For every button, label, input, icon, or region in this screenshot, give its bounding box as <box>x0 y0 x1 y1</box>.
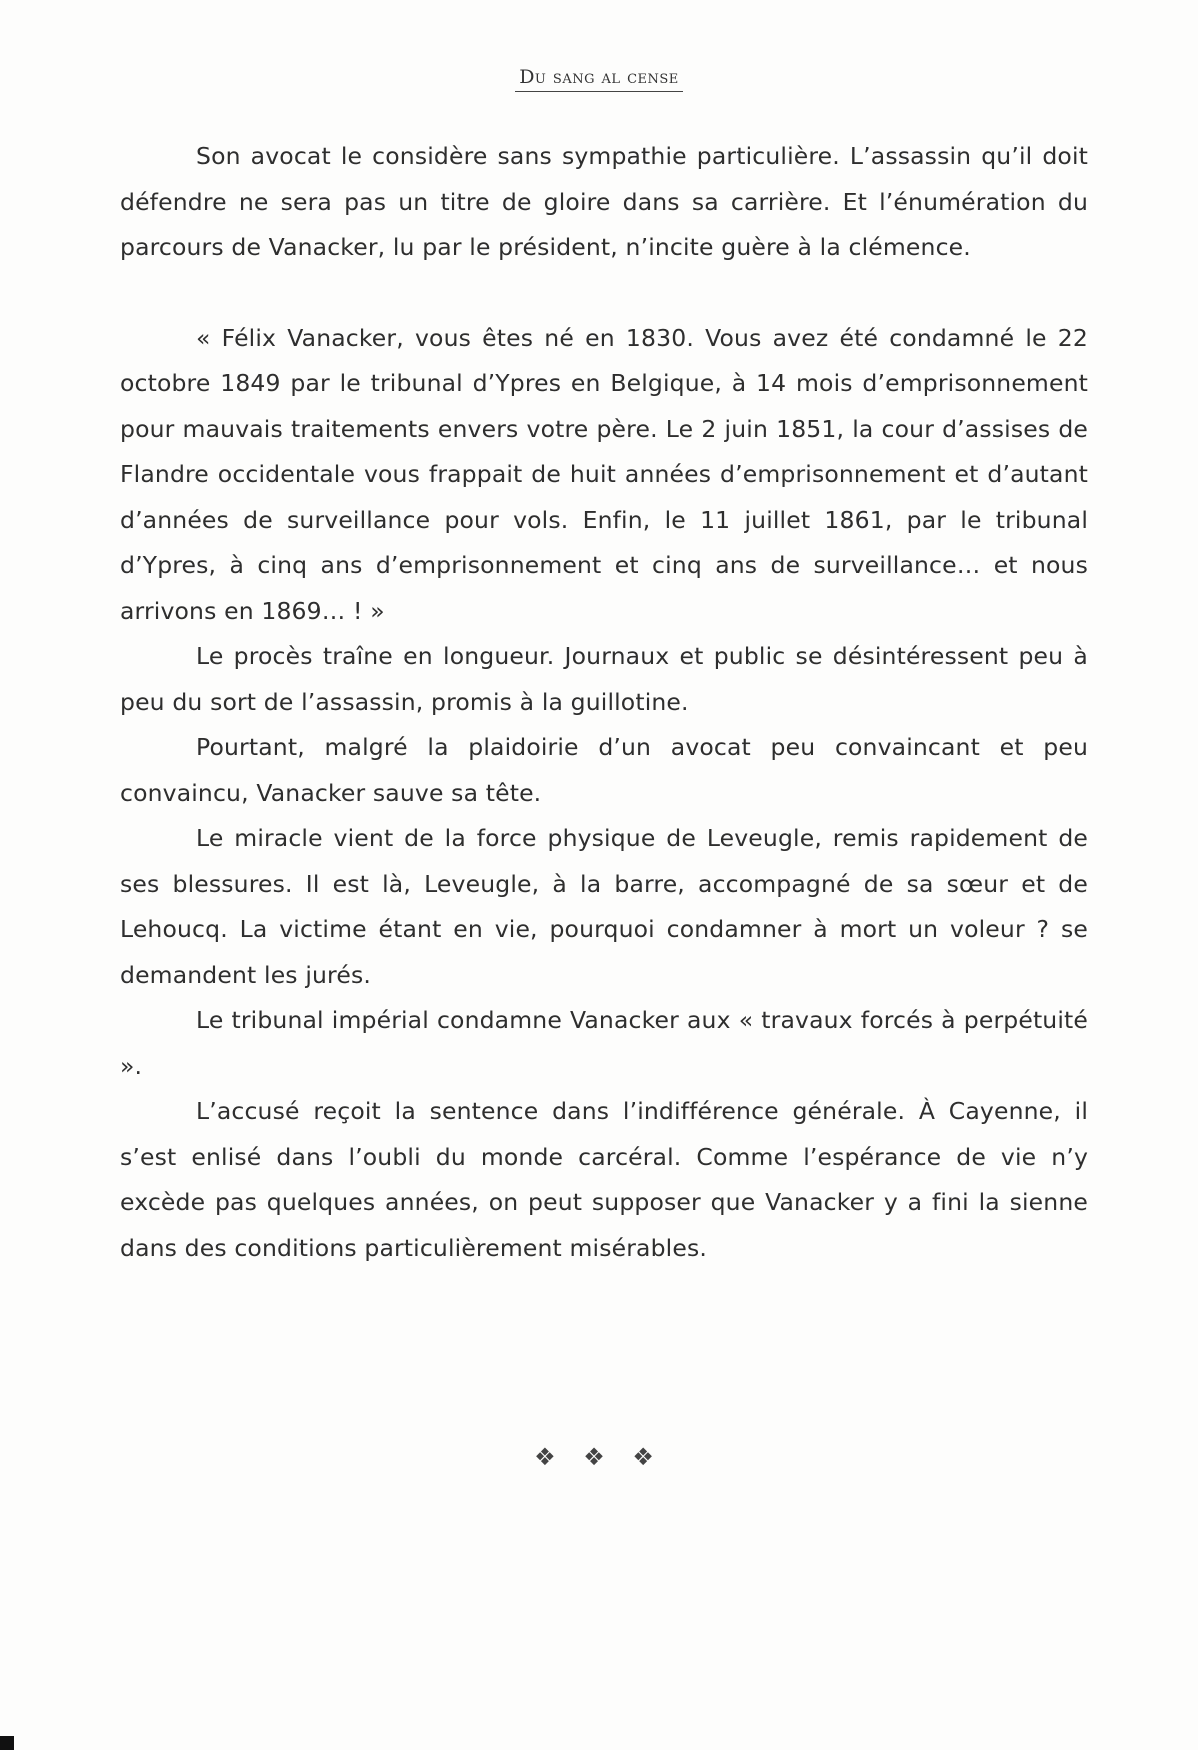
paragraph-1: Son avocat le considère sans sympathie particulière. L’assassin qu’il doit défendre ne sera pas un titre de gloire dans sa carrière. Et l’énumération du parcours de Vanacker, lu par le président, n’incite guère à la clémence. <box>120 142 1088 261</box>
paragraph-6: Le tribunal impérial condamne Vanacker aux « travaux forcés à perpétuité ». <box>120 1006 1088 1080</box>
paragraph-4: Pourtant, malgré la plaidoirie d’un avocat peu convaincant et peu convaincu, Vanacker sauve sa tête. <box>120 733 1088 807</box>
running-head-title: Du sang al cense <box>515 66 683 92</box>
paragraph-3: Le procès traîne en longueur. Journaux et public se désintéressent peu à peu du sort de l’assassin, promis à la guillotine. <box>120 642 1088 716</box>
body-text <box>120 134 1088 1271</box>
paragraph-5: Le miracle vient de la force physique de Leveugle, remis rapidement de ses blessures. Il est là, Leveugle, à la barre, accompagné de sa sœur et de Lehoucq. La victime étant en vie, pourquoi condamner à mort un voleur ? se demandent les jurés. <box>120 824 1088 989</box>
paragraph-2: « Félix Vanacker, vous êtes né en 1830. Vous avez été condamné le 22 octobre 1849 par le tribunal d’Ypres en Belgique, à 14 mois d’emprisonnement pour mauvais traitements envers votre père. Le 2 juin 1851, la cour d’assises de Flandre occidentale vous frappait de huit années d’emprisonnement et d’autant d’années de surveillance pour vols. Enfin, le 11 juillet 1861, par le tribunal d’Ypres, à cinq ans d’emprisonnement et cinq ans de surveillance… et nous arrivons en 1869… ! » <box>120 323 1088 625</box>
scan-corner-mark <box>0 1736 14 1750</box>
section-break-ornament: ❖ ❖ ❖ <box>534 1443 664 1471</box>
paragraph-7: L’accusé reçoit la sentence dans l’indifférence générale. À Cayenne, il s’est enlisé dans l’oubli du monde carcéral. Comme l’espérance de vie n’y excède pas quelques années, on peut supposer que Vanacker y a fini la sienne dans des conditions particulièrement misérables. <box>120 1097 1088 1262</box>
running-head <box>0 66 1198 92</box>
